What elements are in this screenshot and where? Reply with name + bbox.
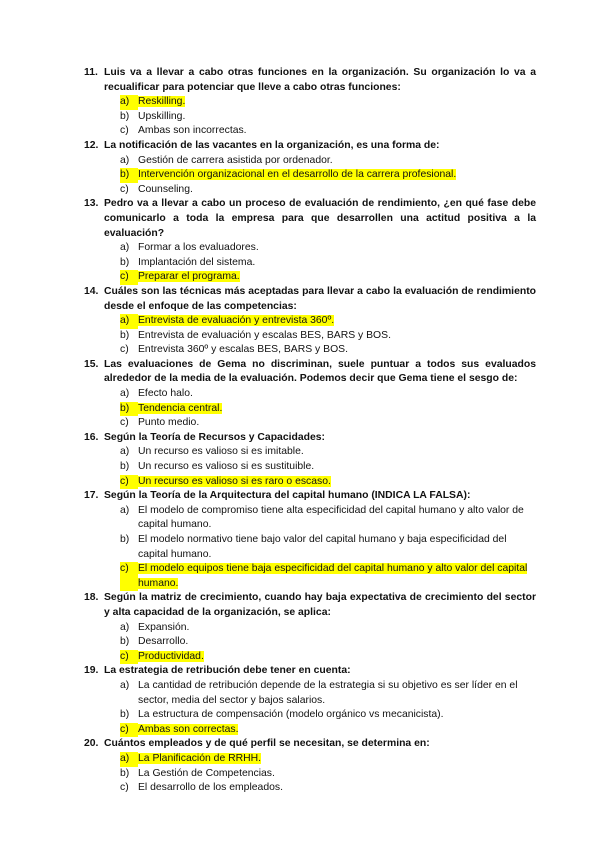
option-text-content: Entrevista de evaluación y entrevista 360º. xyxy=(138,315,335,327)
answer-option-highlighted xyxy=(86,314,536,329)
answer-options xyxy=(86,314,536,358)
answer-option xyxy=(86,343,536,358)
answer-option-highlighted xyxy=(86,562,536,591)
question-text: Las evaluaciones de Gema no discriminan, suele puntuar a todos sus evaluados alrededor de la media de la evaluación. Podemos decir que Gema tiene el sesgo de: xyxy=(104,358,536,385)
question-text: Según la Teoría de Recursos y Capacidades: xyxy=(104,431,325,443)
option-text-content: Intervención organizacional en el desarrollo de la carrera profesional. xyxy=(138,169,457,181)
question-number: 15. xyxy=(84,358,99,370)
question-heading xyxy=(86,285,536,314)
option-letter xyxy=(120,110,138,125)
option-letter-text: c) xyxy=(120,563,129,575)
option-letter-text: c) xyxy=(120,125,129,137)
question-heading xyxy=(86,358,536,387)
question-text: Según la matriz de crecimiento, cuando hay baja expectativa de crecimiento del sector y alta capacidad de la organización, se aplica: xyxy=(104,592,536,618)
option-letter xyxy=(120,679,138,708)
option-text-content: Productividad. xyxy=(138,650,204,662)
option-text-content: Formar a los evaluadores. xyxy=(138,242,259,254)
question-text: Cuáles son las técnicas más aceptadas para llevar a cabo la evaluación de rendimiento desde el enfoque de las competencias: xyxy=(104,285,536,312)
option-text-content: El modelo equipos tiene baja especificidad del capital humano y alto valor del capital humano. xyxy=(138,563,528,589)
answer-options xyxy=(86,241,536,285)
answer-option xyxy=(86,445,536,460)
answer-option xyxy=(86,621,536,636)
answer-option xyxy=(86,679,536,708)
option-text xyxy=(138,241,536,256)
answer-options xyxy=(86,621,536,665)
answer-options xyxy=(86,154,536,198)
question-block xyxy=(86,197,536,285)
option-letter-text: b) xyxy=(120,169,130,181)
question-block xyxy=(86,489,536,591)
question-text: La estrategia de retribución debe tener en cuenta: xyxy=(104,665,351,677)
question-number: 19. xyxy=(84,665,99,677)
question-text: Luis va a llevar a cabo otras funciones en la organización. Su organización lo va a recualificar para potenciar que lleve a cabo otras funciones: xyxy=(104,67,536,93)
answer-option xyxy=(86,256,536,271)
option-text xyxy=(138,154,536,169)
option-letter-text: b) xyxy=(120,402,130,414)
option-letter-text: c) xyxy=(120,650,129,662)
option-letter-text: b) xyxy=(120,534,130,545)
option-letter-text: a) xyxy=(120,679,130,691)
option-text xyxy=(138,343,536,358)
option-letter-text: a) xyxy=(120,154,130,166)
question-heading xyxy=(86,591,536,620)
option-letter xyxy=(120,635,138,650)
option-text xyxy=(138,650,536,665)
question-heading xyxy=(86,431,536,446)
option-text-content: Tendencia central. xyxy=(138,402,223,414)
option-letter xyxy=(120,416,138,431)
option-text-content: Entrevista 360º y escalas BES, BARS y BOS. xyxy=(138,344,348,356)
question-number: 11. xyxy=(84,67,98,78)
option-text xyxy=(138,475,536,490)
option-letter xyxy=(120,533,138,562)
question-block xyxy=(86,591,536,664)
option-letter xyxy=(120,329,138,344)
option-letter-text: a) xyxy=(120,96,130,108)
answer-options xyxy=(86,445,536,489)
option-letter xyxy=(120,650,138,665)
option-text-content: Efecto halo. xyxy=(138,388,193,400)
question-text: Según la Teoría de la Arquitectura del capital humano (INDICA LA FALSA): xyxy=(104,490,471,502)
question-block xyxy=(86,285,536,358)
question-number: 17. xyxy=(84,490,99,502)
option-text xyxy=(138,95,536,110)
option-letter-text: c) xyxy=(120,723,129,735)
option-letter xyxy=(120,256,138,271)
option-text-content: Implantación del sistema. xyxy=(138,256,256,268)
option-letter xyxy=(120,154,138,169)
option-letter xyxy=(120,168,138,183)
question-number: 20. xyxy=(84,738,99,750)
option-text xyxy=(138,329,536,344)
answer-option-highlighted xyxy=(86,95,536,110)
option-text-content: Un recurso es valioso si es sustituible. xyxy=(138,461,315,473)
option-letter-text: a) xyxy=(120,621,130,633)
option-text-content: Counseling. xyxy=(138,183,193,195)
question-text: Pedro va a llevar a cabo un proceso de evaluación de rendimiento, ¿en qué fase debe comunicarlo a toda la empresa para que desarrollen una actitud positiva a la evaluación? xyxy=(104,198,536,239)
question-number: 13. xyxy=(84,198,99,210)
question-number: 18. xyxy=(84,592,99,604)
option-text xyxy=(138,679,536,708)
answer-options xyxy=(86,679,536,737)
option-text-content: Upskilling. xyxy=(138,110,186,122)
option-letter xyxy=(120,708,138,723)
option-letter xyxy=(120,241,138,256)
option-letter-text: c) xyxy=(120,417,129,429)
option-letter xyxy=(120,95,138,110)
question-text: Cuántos empleados y de qué perfil se necesitan, se determina en: xyxy=(104,738,430,750)
option-letter-text: b) xyxy=(120,636,130,648)
option-text-content: Reskilling. xyxy=(138,96,186,108)
option-text-content: Desarrollo. xyxy=(138,636,189,648)
option-letter-text: c) xyxy=(120,344,129,356)
option-letter xyxy=(120,723,138,738)
question-heading xyxy=(86,66,536,95)
option-letter-text: a) xyxy=(120,315,130,327)
question-heading xyxy=(86,197,536,241)
question-number: 12. xyxy=(84,139,99,151)
option-text-content: Ambas son correctas. xyxy=(138,723,239,735)
option-text xyxy=(138,781,536,796)
option-text xyxy=(138,708,536,723)
answer-option xyxy=(86,124,536,139)
option-letter-text: a) xyxy=(120,446,130,458)
option-text-content: Un recurso es valioso si es imitable. xyxy=(138,446,304,458)
option-letter-text: b) xyxy=(120,461,130,473)
option-letter xyxy=(120,767,138,782)
option-letter xyxy=(120,562,138,591)
option-text xyxy=(138,256,536,271)
option-text xyxy=(138,402,536,417)
question-heading xyxy=(86,489,536,504)
option-letter xyxy=(120,314,138,329)
option-text-content: La Planificación de RRHH. xyxy=(138,752,262,764)
answer-option xyxy=(86,708,536,723)
answer-options xyxy=(86,95,536,139)
option-letter xyxy=(120,504,138,533)
option-text-content: Punto medio. xyxy=(138,417,200,429)
answer-option-highlighted xyxy=(86,270,536,285)
option-letter xyxy=(120,402,138,417)
option-letter xyxy=(120,183,138,198)
question-number: 14. xyxy=(84,285,99,297)
option-text xyxy=(138,621,536,636)
answer-option-highlighted xyxy=(86,475,536,490)
option-letter-text: b) xyxy=(120,329,130,341)
answer-options xyxy=(86,752,536,796)
answer-option xyxy=(86,767,536,782)
answer-option xyxy=(86,504,536,533)
option-text xyxy=(138,270,536,285)
option-letter xyxy=(120,621,138,636)
option-text xyxy=(138,767,536,782)
option-letter-text: b) xyxy=(120,709,130,721)
option-letter xyxy=(120,781,138,796)
question-block xyxy=(86,358,536,431)
option-letter-text: a) xyxy=(120,752,130,764)
option-text xyxy=(138,314,536,329)
option-letter xyxy=(120,124,138,139)
option-letter-text: c) xyxy=(120,183,129,195)
answer-option-highlighted xyxy=(86,168,536,183)
option-text xyxy=(138,110,536,125)
question-heading xyxy=(86,664,536,679)
option-text xyxy=(138,533,536,562)
answer-option xyxy=(86,460,536,475)
option-letter xyxy=(120,445,138,460)
option-letter-text: c) xyxy=(120,782,129,794)
option-text-content: Preparar el programa. xyxy=(138,271,240,283)
option-text xyxy=(138,124,536,139)
option-text xyxy=(138,752,536,767)
question-heading xyxy=(86,139,536,154)
option-text-content: El desarrollo de los empleados. xyxy=(138,782,283,794)
option-text-content: Expansión. xyxy=(138,621,190,633)
answer-option xyxy=(86,416,536,431)
option-text-content: El modelo de compromiso tiene alta especificidad del capital humano y alto valor de capital humano. xyxy=(138,504,524,531)
answer-option-highlighted xyxy=(86,402,536,417)
option-letter xyxy=(120,752,138,767)
option-letter-text: a) xyxy=(120,504,130,516)
option-letter xyxy=(120,475,138,490)
answer-option-highlighted xyxy=(86,723,536,738)
option-letter xyxy=(120,387,138,402)
option-text xyxy=(138,723,536,738)
answer-option xyxy=(86,533,536,562)
option-text-content: La Gestión de Competencias. xyxy=(138,767,275,779)
answer-option xyxy=(86,183,536,198)
option-text-content: Un recurso es valioso si es raro o escaso. xyxy=(138,475,331,487)
option-text xyxy=(138,562,536,591)
option-text-content: La estructura de compensación (modelo orgánico vs mecanicista). xyxy=(138,709,444,721)
option-text xyxy=(138,416,536,431)
question-number: 16. xyxy=(84,431,99,443)
option-letter xyxy=(120,343,138,358)
answer-option xyxy=(86,387,536,402)
option-text xyxy=(138,635,536,650)
question-block xyxy=(86,66,536,139)
option-text-content: Ambas son incorrectas. xyxy=(138,125,247,137)
question-block xyxy=(86,737,536,795)
option-text xyxy=(138,460,536,475)
answer-option xyxy=(86,241,536,256)
question-text: La notificación de las vacantes en la organización, es una forma de: xyxy=(104,139,440,151)
option-letter-text: b) xyxy=(120,767,130,779)
question-block xyxy=(86,431,536,489)
answer-option-highlighted xyxy=(86,650,536,665)
option-text xyxy=(138,183,536,198)
option-text xyxy=(138,445,536,460)
option-text-content: Gestión de carrera asistida por ordenador. xyxy=(138,154,333,166)
option-letter-text: b) xyxy=(120,256,130,268)
option-text-content: Entrevista de evaluación y escalas BES, BARS y BOS. xyxy=(138,329,391,341)
question-block xyxy=(86,664,536,737)
option-letter-text: a) xyxy=(120,242,130,254)
answer-option xyxy=(86,635,536,650)
question-heading xyxy=(86,737,536,752)
answer-option xyxy=(86,781,536,796)
option-letter-text: a) xyxy=(120,388,130,400)
option-text xyxy=(138,387,536,402)
option-letter xyxy=(120,460,138,475)
answer-option-highlighted xyxy=(86,752,536,767)
question-block xyxy=(86,139,536,197)
option-letter-text: b) xyxy=(120,110,130,122)
answer-option xyxy=(86,329,536,344)
option-letter xyxy=(120,270,138,285)
option-letter-text: c) xyxy=(120,475,129,487)
answer-option xyxy=(86,110,536,125)
option-text-content: La cantidad de retribución depende de la estrategia si su objetivo es ser líder en el sector, media del sector y bajos salarios. xyxy=(138,679,518,706)
option-text-content: El modelo normativo tiene bajo valor del capital humano y baja especificidad del capital humano. xyxy=(138,534,507,560)
answer-options xyxy=(86,504,536,592)
option-text xyxy=(138,168,536,183)
answer-option xyxy=(86,154,536,169)
option-text xyxy=(138,504,536,533)
option-letter-text: c) xyxy=(120,271,129,283)
answer-options xyxy=(86,387,536,431)
